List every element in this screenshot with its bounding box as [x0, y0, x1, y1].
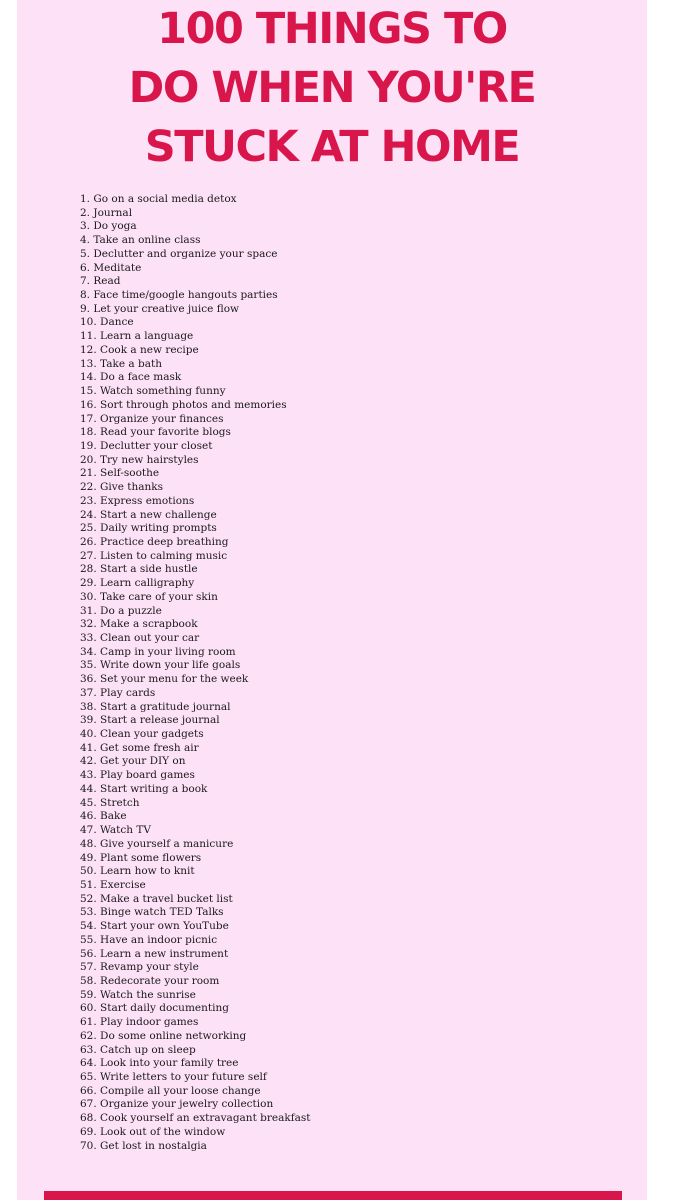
list-item: 34. Camp in your living room	[80, 645, 236, 658]
list-item: 7. Read	[80, 275, 121, 288]
list-item: 19. Declutter your closet	[80, 439, 213, 452]
list-item: 67. Organize your jewelry collection	[80, 1098, 274, 1111]
list-item: 53. Binge watch TED Talks	[80, 906, 224, 919]
list-item: 44. Start writing a book	[80, 782, 208, 795]
activity-list	[80, 193, 310, 1153]
list-item: 13. Take a bath	[80, 357, 162, 370]
title-line-3: STUCK AT HOME	[144, 122, 520, 172]
list-item: 3. Do yoga	[80, 220, 137, 233]
list-item: 27. Listen to calming music	[80, 549, 228, 562]
list-item: 32. Make a scrapbook	[80, 618, 198, 631]
list-item: 55. Have an indoor picnic	[80, 933, 218, 946]
list-item: 41. Get some fresh air	[80, 741, 199, 754]
list-item: 35. Write down your life goals	[80, 659, 241, 672]
list-item: 12. Cook a new recipe	[80, 343, 199, 356]
list-item: 43. Play board games	[80, 769, 195, 782]
list-item: 49. Plant some flowers	[80, 851, 202, 864]
list-item: 21. Self-soothe	[80, 467, 160, 480]
list-item: 47. Watch TV	[80, 824, 151, 837]
list-item: 69. Look out of the window	[80, 1125, 226, 1138]
list-item: 61. Play indoor games	[80, 1016, 199, 1029]
list-item: 31. Do a puzzle	[80, 604, 162, 617]
list-item: 16. Sort through photos and memories	[80, 398, 287, 411]
list-item: 5. Declutter and organize your space	[80, 247, 278, 260]
list-item: 18. Read your favorite blogs	[80, 426, 231, 439]
list-item: 64. Look into your family tree	[80, 1057, 239, 1070]
list-item: 11. Learn a language	[80, 330, 194, 343]
list-item: 15. Watch something funny	[80, 385, 226, 398]
list-item: 52. Make a travel bucket list	[80, 892, 233, 905]
pinterest-list-card	[17, 0, 647, 1200]
list-item: 9. Let your creative juice flow	[80, 302, 240, 315]
list-item: 63. Catch up on sleep	[80, 1043, 196, 1056]
list-item: 62. Do some online networking	[80, 1029, 247, 1042]
list-item: 24. Start a new challenge	[80, 508, 217, 521]
list-item: 42. Get your DIY on	[80, 755, 186, 768]
list-item: 66. Compile all your loose change	[80, 1084, 261, 1097]
list-item: 10. Dance	[80, 316, 134, 329]
list-item: 30. Take care of your skin	[80, 590, 218, 603]
title-line-2: DO WHEN YOU'RE	[128, 63, 536, 113]
list-item: 65. Write letters to your future self	[80, 1071, 267, 1083]
list-item: 45. Stretch	[80, 796, 140, 809]
list-item: 60. Start daily documenting	[80, 1002, 229, 1015]
list-item: 70. Get lost in nostalgia	[80, 1139, 207, 1152]
list-item: 6. Meditate	[80, 261, 142, 274]
list-item: 51. Exercise	[80, 878, 146, 891]
list-item: 36. Set your menu for the week	[80, 673, 249, 686]
list-item: 46. Bake	[80, 810, 127, 823]
list-item: 50. Learn how to knit	[80, 865, 195, 878]
list-item: 4. Take an online class	[80, 234, 201, 247]
list-item: 57. Revamp your style	[80, 961, 199, 974]
list-item: 25. Daily writing prompts	[80, 522, 217, 535]
list-item: 54. Start your own YouTube	[80, 920, 229, 933]
list-item: 39. Start a release journal	[80, 714, 220, 727]
list-item: 26. Practice deep breathing	[80, 535, 229, 548]
list-item: 68. Cook yourself an extravagant breakfast	[80, 1112, 311, 1125]
list-item: 58. Redecorate your room	[80, 974, 220, 987]
list-item: 14. Do a face mask	[80, 371, 182, 384]
list-item: 1. Go on a social media detox	[80, 193, 237, 205]
list-item: 8. Face time/google hangouts parties	[80, 289, 278, 302]
page-title	[17, 0, 647, 177]
list-item: 48. Give yourself a manicure	[80, 837, 234, 850]
list-item: 28. Start a side hustle	[80, 563, 198, 576]
list-item: 38. Start a gratitude journal	[80, 700, 231, 713]
list-item: 20. Try new hairstyles	[80, 453, 199, 466]
list-item: 59. Watch the sunrise	[80, 988, 196, 1001]
list-item: 56. Learn a new instrument	[80, 947, 229, 960]
list-item: 37. Play cards	[80, 686, 156, 699]
list-item: 40. Clean your gadgets	[80, 728, 204, 741]
list-item: 2. Journal	[80, 206, 133, 219]
bottom-accent-bar	[44, 1191, 622, 1200]
title-line-1: 100 THINGS TO	[157, 4, 507, 54]
list-item: 33. Clean out your car	[80, 632, 200, 644]
list-item: 29. Learn calligraphy	[80, 577, 195, 590]
list-item: 17. Organize your finances	[80, 412, 224, 425]
list-item: 23. Express emotions	[80, 494, 195, 507]
list-item: 22. Give thanks	[80, 481, 164, 494]
